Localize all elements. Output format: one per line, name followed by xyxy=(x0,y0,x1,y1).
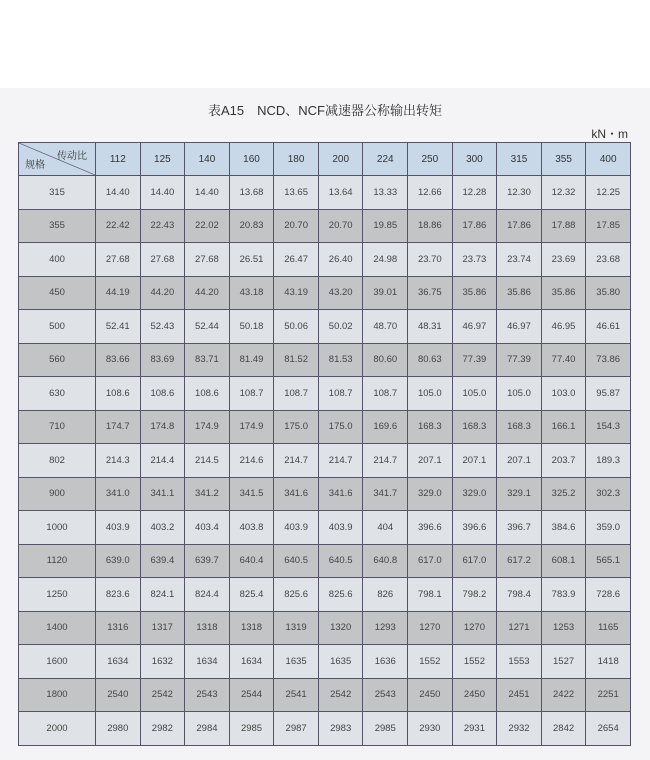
value-cell: 403.9 xyxy=(318,511,363,545)
value-cell: 73.86 xyxy=(586,343,631,377)
value-cell: 2544 xyxy=(229,678,274,712)
value-cell: 189.3 xyxy=(586,444,631,478)
value-cell: 2450 xyxy=(452,678,497,712)
value-cell: 2422 xyxy=(541,678,586,712)
value-cell: 783.9 xyxy=(541,578,586,612)
value-cell: 207.1 xyxy=(452,444,497,478)
value-cell: 640.5 xyxy=(318,544,363,578)
value-cell: 617.2 xyxy=(497,544,542,578)
value-cell: 23.70 xyxy=(408,243,453,277)
spec-cell: 2000 xyxy=(19,712,96,746)
table-body xyxy=(19,176,631,746)
spec-cell: 802 xyxy=(19,444,96,478)
column-header: 250 xyxy=(408,143,453,176)
value-cell: 39.01 xyxy=(363,276,408,310)
value-cell: 168.3 xyxy=(408,410,453,444)
value-cell: 20.83 xyxy=(229,209,274,243)
value-cell: 35.80 xyxy=(586,276,631,310)
value-cell: 341.6 xyxy=(274,477,319,511)
value-cell: 403.9 xyxy=(96,511,141,545)
value-cell: 2541 xyxy=(274,678,319,712)
value-cell: 824.1 xyxy=(140,578,185,612)
value-cell: 12.32 xyxy=(541,176,586,210)
header-row xyxy=(19,143,631,176)
value-cell: 341.0 xyxy=(96,477,141,511)
table-row xyxy=(19,176,631,210)
column-header: 400 xyxy=(586,143,631,176)
table-row xyxy=(19,611,631,645)
value-cell: 50.18 xyxy=(229,310,274,344)
value-cell: 17.86 xyxy=(452,209,497,243)
value-cell: 617.0 xyxy=(408,544,453,578)
value-cell: 154.3 xyxy=(586,410,631,444)
value-cell: 1552 xyxy=(408,645,453,679)
column-header: 112 xyxy=(96,143,141,176)
value-cell: 22.42 xyxy=(96,209,141,243)
value-cell: 565.1 xyxy=(586,544,631,578)
table-row xyxy=(19,477,631,511)
value-cell: 80.63 xyxy=(408,343,453,377)
value-cell: 13.33 xyxy=(363,176,408,210)
value-cell: 2987 xyxy=(274,712,319,746)
column-header: 140 xyxy=(185,143,230,176)
table-row xyxy=(19,544,631,578)
value-cell: 13.64 xyxy=(318,176,363,210)
value-cell: 617.0 xyxy=(452,544,497,578)
value-cell: 35.86 xyxy=(541,276,586,310)
value-cell: 1634 xyxy=(96,645,141,679)
value-cell: 1253 xyxy=(541,611,586,645)
value-cell: 80.60 xyxy=(363,343,408,377)
value-cell: 105.0 xyxy=(408,377,453,411)
value-cell: 23.68 xyxy=(586,243,631,277)
value-cell: 168.3 xyxy=(497,410,542,444)
spec-cell: 315 xyxy=(19,176,96,210)
value-cell: 2251 xyxy=(586,678,631,712)
value-cell: 798.2 xyxy=(452,578,497,612)
value-cell: 302.3 xyxy=(586,477,631,511)
table-row xyxy=(19,243,631,277)
value-cell: 639.4 xyxy=(140,544,185,578)
value-cell: 105.0 xyxy=(497,377,542,411)
value-cell: 1270 xyxy=(452,611,497,645)
value-cell: 23.74 xyxy=(497,243,542,277)
spec-cell: 450 xyxy=(19,276,96,310)
value-cell: 2932 xyxy=(497,712,542,746)
value-cell: 23.69 xyxy=(541,243,586,277)
spec-cell: 1600 xyxy=(19,645,96,679)
spec-cell: 1250 xyxy=(19,578,96,612)
value-cell: 108.6 xyxy=(140,377,185,411)
table-row xyxy=(19,678,631,712)
value-cell: 12.28 xyxy=(452,176,497,210)
value-cell: 2842 xyxy=(541,712,586,746)
value-cell: 108.6 xyxy=(185,377,230,411)
value-cell: 50.06 xyxy=(274,310,319,344)
value-cell: 214.3 xyxy=(96,444,141,478)
value-cell: 27.68 xyxy=(140,243,185,277)
unit-label: kN・m xyxy=(591,127,628,141)
value-cell: 825.6 xyxy=(318,578,363,612)
value-cell: 329.0 xyxy=(408,477,453,511)
value-cell: 14.40 xyxy=(185,176,230,210)
table-row xyxy=(19,712,631,746)
value-cell: 359.0 xyxy=(586,511,631,545)
value-cell: 2985 xyxy=(229,712,274,746)
value-cell: 1316 xyxy=(96,611,141,645)
value-cell: 639.7 xyxy=(185,544,230,578)
value-cell: 1635 xyxy=(318,645,363,679)
value-cell: 341.1 xyxy=(140,477,185,511)
value-cell: 50.02 xyxy=(318,310,363,344)
value-cell: 1634 xyxy=(229,645,274,679)
value-cell: 2543 xyxy=(185,678,230,712)
value-cell: 108.7 xyxy=(229,377,274,411)
value-cell: 214.6 xyxy=(229,444,274,478)
value-cell: 174.9 xyxy=(229,410,274,444)
value-cell: 329.1 xyxy=(497,477,542,511)
value-cell: 169.6 xyxy=(363,410,408,444)
value-cell: 52.43 xyxy=(140,310,185,344)
column-header: 125 xyxy=(140,143,185,176)
value-cell: 46.97 xyxy=(452,310,497,344)
value-cell: 17.86 xyxy=(497,209,542,243)
column-header: 355 xyxy=(541,143,586,176)
table-row xyxy=(19,410,631,444)
value-cell: 403.4 xyxy=(185,511,230,545)
value-cell: 2540 xyxy=(96,678,141,712)
value-cell: 77.39 xyxy=(452,343,497,377)
value-cell: 95.87 xyxy=(586,377,631,411)
value-cell: 174.8 xyxy=(140,410,185,444)
value-cell: 1634 xyxy=(185,645,230,679)
value-cell: 1320 xyxy=(318,611,363,645)
value-cell: 22.02 xyxy=(185,209,230,243)
column-header: 315 xyxy=(497,143,542,176)
value-cell: 325.2 xyxy=(541,477,586,511)
column-header: 160 xyxy=(229,143,274,176)
value-cell: 341.5 xyxy=(229,477,274,511)
value-cell: 13.65 xyxy=(274,176,319,210)
corner-header-cell xyxy=(19,143,96,176)
value-cell: 46.97 xyxy=(497,310,542,344)
value-cell: 2985 xyxy=(363,712,408,746)
value-cell: 22.43 xyxy=(140,209,185,243)
value-cell: 12.25 xyxy=(586,176,631,210)
value-cell: 17.88 xyxy=(541,209,586,243)
table-row xyxy=(19,511,631,545)
column-header: 300 xyxy=(452,143,497,176)
table-row xyxy=(19,645,631,679)
value-cell: 24.98 xyxy=(363,243,408,277)
value-cell: 14.40 xyxy=(96,176,141,210)
column-header: 180 xyxy=(274,143,319,176)
value-cell: 175.0 xyxy=(318,410,363,444)
table-row xyxy=(19,377,631,411)
value-cell: 44.20 xyxy=(185,276,230,310)
value-cell: 329.0 xyxy=(452,477,497,511)
value-cell: 403.2 xyxy=(140,511,185,545)
value-cell: 384.6 xyxy=(541,511,586,545)
value-cell: 1527 xyxy=(541,645,586,679)
value-cell: 2984 xyxy=(185,712,230,746)
value-cell: 798.4 xyxy=(497,578,542,612)
value-cell: 19.85 xyxy=(363,209,408,243)
value-cell: 23.73 xyxy=(452,243,497,277)
value-cell: 175.0 xyxy=(274,410,319,444)
value-cell: 1319 xyxy=(274,611,319,645)
value-cell: 2542 xyxy=(140,678,185,712)
value-cell: 46.95 xyxy=(541,310,586,344)
value-cell: 43.19 xyxy=(274,276,319,310)
value-cell: 2542 xyxy=(318,678,363,712)
value-cell: 36.75 xyxy=(408,276,453,310)
value-cell: 341.7 xyxy=(363,477,408,511)
value-cell: 2931 xyxy=(452,712,497,746)
value-cell: 826 xyxy=(363,578,408,612)
value-cell: 203.7 xyxy=(541,444,586,478)
spec-cell: 1400 xyxy=(19,611,96,645)
value-cell: 214.7 xyxy=(274,444,319,478)
value-cell: 52.44 xyxy=(185,310,230,344)
value-cell: 341.2 xyxy=(185,477,230,511)
value-cell: 404 xyxy=(363,511,408,545)
value-cell: 44.19 xyxy=(96,276,141,310)
value-cell: 27.68 xyxy=(185,243,230,277)
value-cell: 396.6 xyxy=(452,511,497,545)
value-cell: 103.0 xyxy=(541,377,586,411)
value-cell: 207.1 xyxy=(408,444,453,478)
value-cell: 43.20 xyxy=(318,276,363,310)
value-cell: 77.40 xyxy=(541,343,586,377)
value-cell: 824.4 xyxy=(185,578,230,612)
value-cell: 214.4 xyxy=(140,444,185,478)
value-cell: 2450 xyxy=(408,678,453,712)
value-cell: 1270 xyxy=(408,611,453,645)
spec-cell: 900 xyxy=(19,477,96,511)
value-cell: 44.20 xyxy=(140,276,185,310)
value-cell: 2980 xyxy=(96,712,141,746)
spec-cell: 1800 xyxy=(19,678,96,712)
value-cell: 20.70 xyxy=(318,209,363,243)
value-cell: 1635 xyxy=(274,645,319,679)
value-cell: 105.0 xyxy=(452,377,497,411)
value-cell: 1271 xyxy=(497,611,542,645)
value-cell: 12.66 xyxy=(408,176,453,210)
value-cell: 1636 xyxy=(363,645,408,679)
value-cell: 81.52 xyxy=(274,343,319,377)
value-cell: 214.7 xyxy=(318,444,363,478)
value-cell: 207.1 xyxy=(497,444,542,478)
value-cell: 214.5 xyxy=(185,444,230,478)
value-cell: 823.6 xyxy=(96,578,141,612)
value-cell: 728.6 xyxy=(586,578,631,612)
spec-cell: 710 xyxy=(19,410,96,444)
table-row xyxy=(19,276,631,310)
value-cell: 166.1 xyxy=(541,410,586,444)
value-cell: 640.4 xyxy=(229,544,274,578)
spec-cell: 355 xyxy=(19,209,96,243)
value-cell: 639.0 xyxy=(96,544,141,578)
value-cell: 108.7 xyxy=(363,377,408,411)
value-cell: 396.7 xyxy=(497,511,542,545)
value-cell: 35.86 xyxy=(452,276,497,310)
value-cell: 12.30 xyxy=(497,176,542,210)
value-cell: 1293 xyxy=(363,611,408,645)
value-cell: 2543 xyxy=(363,678,408,712)
value-cell: 608.1 xyxy=(541,544,586,578)
value-cell: 1553 xyxy=(497,645,542,679)
value-cell: 77.39 xyxy=(497,343,542,377)
value-cell: 48.31 xyxy=(408,310,453,344)
value-cell: 1318 xyxy=(185,611,230,645)
value-cell: 1552 xyxy=(452,645,497,679)
table-title: 表A15 NCD、NCF减速器公称输出转矩 xyxy=(207,103,442,118)
value-cell: 640.8 xyxy=(363,544,408,578)
spec-label: 规格 xyxy=(25,160,45,171)
value-cell: 17.85 xyxy=(586,209,631,243)
spec-cell: 500 xyxy=(19,310,96,344)
value-cell: 214.7 xyxy=(363,444,408,478)
value-cell: 2451 xyxy=(497,678,542,712)
value-cell: 52.41 xyxy=(96,310,141,344)
value-cell: 83.69 xyxy=(140,343,185,377)
value-cell: 26.40 xyxy=(318,243,363,277)
column-header: 200 xyxy=(318,143,363,176)
value-cell: 18.86 xyxy=(408,209,453,243)
value-cell: 108.7 xyxy=(318,377,363,411)
spec-cell: 1000 xyxy=(19,511,96,545)
value-cell: 1165 xyxy=(586,611,631,645)
value-cell: 83.66 xyxy=(96,343,141,377)
column-header: 224 xyxy=(363,143,408,176)
value-cell: 174.7 xyxy=(96,410,141,444)
value-cell: 403.8 xyxy=(229,511,274,545)
ratio-label: 传动比 xyxy=(57,151,87,162)
value-cell: 43.18 xyxy=(229,276,274,310)
value-cell: 46.61 xyxy=(586,310,631,344)
value-cell: 168.3 xyxy=(452,410,497,444)
value-cell: 1632 xyxy=(140,645,185,679)
value-cell: 640.5 xyxy=(274,544,319,578)
value-cell: 2983 xyxy=(318,712,363,746)
value-cell: 798.1 xyxy=(408,578,453,612)
value-cell: 2930 xyxy=(408,712,453,746)
value-cell: 26.47 xyxy=(274,243,319,277)
value-cell: 174.9 xyxy=(185,410,230,444)
value-cell: 1418 xyxy=(586,645,631,679)
value-cell: 1318 xyxy=(229,611,274,645)
value-cell: 825.4 xyxy=(229,578,274,612)
value-cell: 83.71 xyxy=(185,343,230,377)
value-cell: 48.70 xyxy=(363,310,408,344)
spec-cell: 400 xyxy=(19,243,96,277)
value-cell: 35.86 xyxy=(497,276,542,310)
value-cell: 2654 xyxy=(586,712,631,746)
value-cell: 27.68 xyxy=(96,243,141,277)
value-cell: 396.6 xyxy=(408,511,453,545)
spec-cell: 630 xyxy=(19,377,96,411)
value-cell: 108.7 xyxy=(274,377,319,411)
value-cell: 108.6 xyxy=(96,377,141,411)
table-row xyxy=(19,209,631,243)
table-row xyxy=(19,310,631,344)
torque-table xyxy=(18,142,631,746)
value-cell: 20.70 xyxy=(274,209,319,243)
value-cell: 26.51 xyxy=(229,243,274,277)
table-row xyxy=(19,343,631,377)
table-row xyxy=(19,578,631,612)
value-cell: 825.6 xyxy=(274,578,319,612)
value-cell: 341.6 xyxy=(318,477,363,511)
spec-cell: 560 xyxy=(19,343,96,377)
value-cell: 81.49 xyxy=(229,343,274,377)
table-row xyxy=(19,444,631,478)
value-cell: 403.9 xyxy=(274,511,319,545)
value-cell: 1317 xyxy=(140,611,185,645)
spec-cell: 1120 xyxy=(19,544,96,578)
value-cell: 2982 xyxy=(140,712,185,746)
value-cell: 81.53 xyxy=(318,343,363,377)
value-cell: 14.40 xyxy=(140,176,185,210)
value-cell: 13.68 xyxy=(229,176,274,210)
